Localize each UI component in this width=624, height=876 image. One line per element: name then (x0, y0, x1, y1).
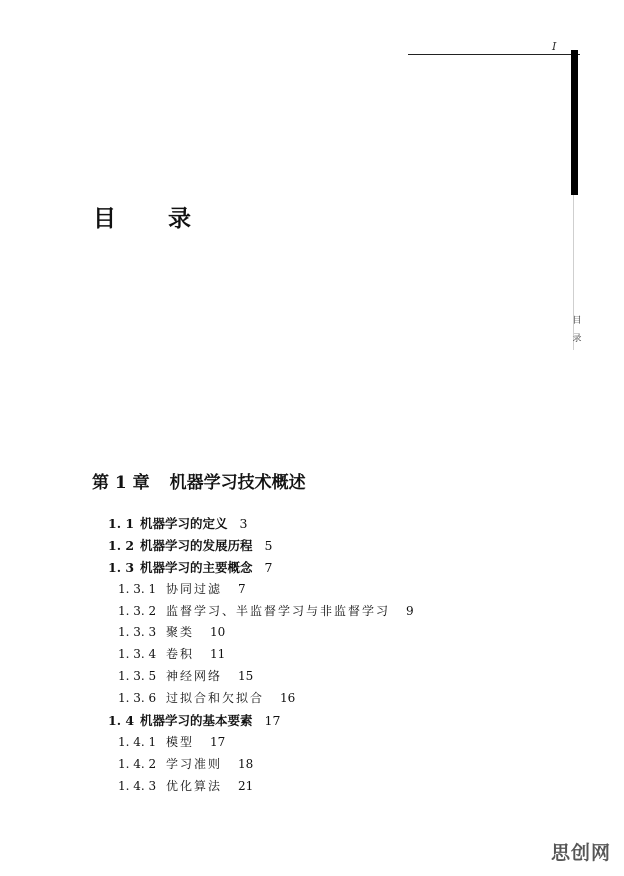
toc-entry-number: 1. 3. 5 (118, 669, 157, 684)
toc-subsection-entry[interactable] (0, 732, 560, 754)
toc-subsection-entry[interactable] (0, 776, 560, 798)
toc-entry-title: 学习准则 (166, 756, 223, 771)
toc-entry-title: 监督学习、半监督学习与非监督学习 (166, 603, 391, 618)
toc-heading (93, 200, 191, 233)
toc-entry-page: 3 (239, 516, 248, 531)
toc-heading-char: 目 (93, 206, 116, 232)
toc-entry-page: 9 (406, 603, 414, 618)
toc-subsection-entry[interactable] (0, 644, 560, 666)
toc-section-entry[interactable] (0, 513, 560, 535)
toc-entry-page: 5 (264, 537, 273, 553)
watermark-logo: 思创网 (551, 842, 612, 864)
toc-entry-number: 1. 3. 2 (118, 603, 157, 618)
toc-section-entry[interactable] (0, 557, 560, 579)
toc-subsection-entry[interactable] (0, 754, 560, 776)
toc-subsection-entry[interactable] (0, 622, 560, 644)
toc-list (0, 513, 560, 798)
toc-entry-number: 1. 4. 2 (118, 756, 157, 771)
toc-entry-title: 聚类 (166, 625, 195, 640)
toc-entry-number: 1. 3. 6 (118, 691, 157, 706)
toc-entry-title: 卷积 (166, 647, 195, 662)
toc-entry-title: 过拟合和欠拟合 (166, 691, 265, 706)
toc-entry-number: 1. 2 (108, 537, 135, 553)
chapter-title: 机器学习技术概述 (169, 473, 306, 493)
toc-heading-char: 录 (168, 206, 191, 232)
chapter-heading (92, 468, 306, 493)
toc-entry-title: 模型 (166, 734, 195, 749)
thumb-index-bar (571, 50, 578, 195)
toc-entry-page: 10 (210, 625, 226, 640)
toc-entry-page: 11 (210, 647, 226, 662)
toc-entry-title: 机器学习的发展历程 (140, 537, 253, 553)
toc-entry-number: 1. 4 (108, 713, 135, 729)
toc-entry-number: 1. 4. 3 (118, 778, 157, 793)
toc-subsection-entry[interactable] (0, 688, 560, 710)
toc-entry-title: 优化算法 (166, 778, 223, 793)
toc-entry-number: 1. 3. 4 (118, 647, 157, 662)
toc-entry-page: 7 (264, 559, 273, 575)
chapter-number: 第 1 章 (92, 473, 150, 493)
toc-entry-title: 机器学习的基本要素 (140, 713, 253, 729)
side-section-tab (570, 312, 584, 348)
toc-entry-title: 神经网络 (166, 669, 223, 684)
toc-subsection-entry[interactable] (0, 579, 560, 601)
toc-entry-number: 1. 4. 1 (118, 734, 157, 749)
toc-entry-title: 机器学习的主要概念 (140, 559, 253, 575)
toc-entry-page: 18 (238, 756, 254, 771)
toc-entry-page: 7 (238, 581, 246, 596)
toc-section-entry[interactable] (0, 710, 560, 732)
toc-entry-title: 机器学习的定义 (140, 516, 228, 531)
toc-section-entry[interactable] (0, 535, 560, 557)
toc-entry-page: 16 (280, 691, 296, 706)
side-tab-char: 录 (572, 334, 582, 344)
toc-entry-title: 协同过滤 (166, 581, 223, 596)
toc-entry-number: 1. 3 (108, 559, 135, 575)
toc-subsection-entry[interactable] (0, 601, 560, 623)
page-number: I (552, 40, 557, 53)
toc-entry-page: 21 (238, 778, 254, 793)
toc-entry-page: 17 (264, 713, 281, 729)
header-rule (408, 54, 580, 55)
toc-entry-number: 1. 3. 1 (118, 581, 157, 596)
toc-entry-number: 1. 1 (108, 516, 135, 531)
toc-entry-number: 1. 3. 3 (118, 625, 157, 640)
toc-subsection-entry[interactable] (0, 666, 560, 688)
toc-entry-page: 17 (210, 734, 226, 749)
side-tab-char: 目 (572, 316, 582, 326)
toc-entry-page: 15 (238, 669, 254, 684)
